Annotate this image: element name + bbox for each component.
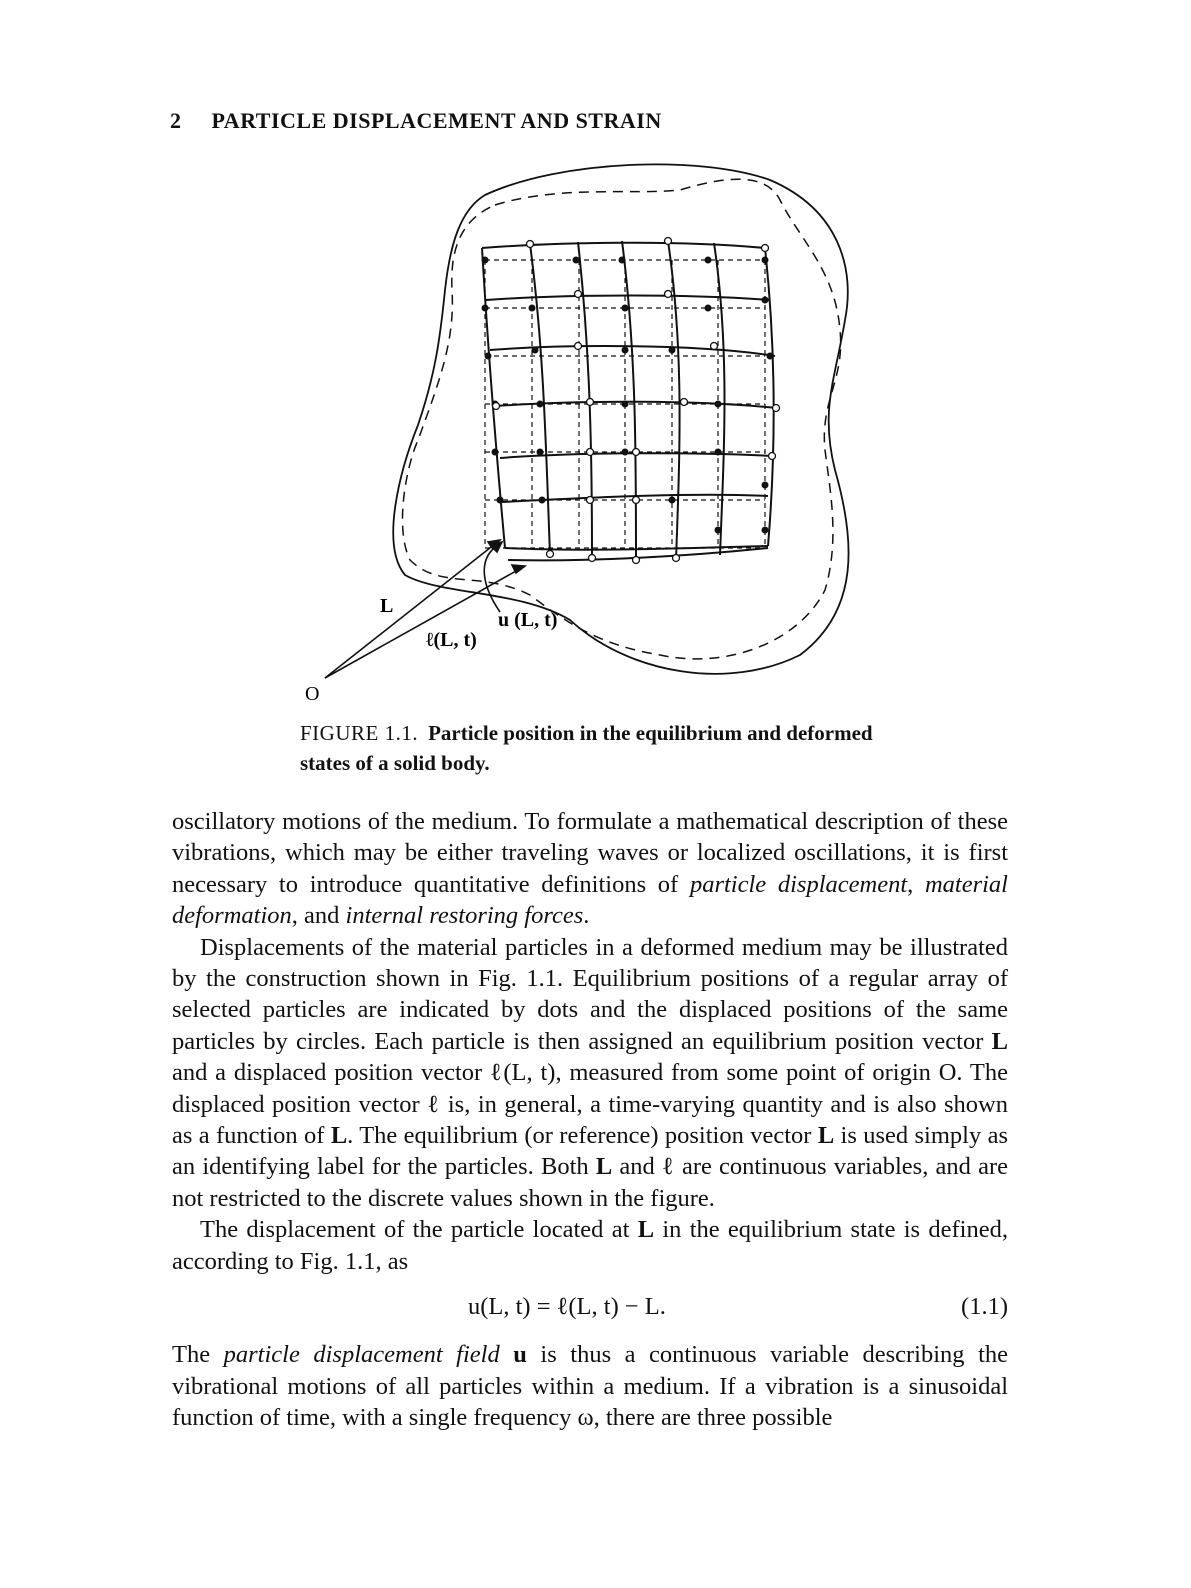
figure-caption xyxy=(300,718,900,778)
text-run: oscillatory motions of the medium. To formulate a mathematical description of these vibrations, which may be either traveling waves or localized oscillations, it is first necessary to introduce quantitative definitions of xyxy=(172,808,1008,898)
text-run: is used simply as an identifying label for the particles. Both xyxy=(172,1122,1008,1181)
text-run xyxy=(500,1341,514,1368)
deformed-grid xyxy=(482,241,776,560)
symbol-L: L xyxy=(817,1122,835,1150)
paragraph-1 xyxy=(172,806,1008,932)
figure-drawing xyxy=(300,150,880,710)
text-run: is thus a continuous variable describing the vibrational motions of all particles within a medium. If a vibration is a sinusoidal function of time, with a single frequency ω, there are three possible xyxy=(172,1341,1009,1431)
body-text xyxy=(172,806,1008,1433)
vector-L xyxy=(325,540,500,678)
text-run: , measured from some point of origin O. The displaced position vector xyxy=(172,1059,1008,1118)
text-run: is, in general, a time-varying quantity and is also shown as a function of xyxy=(172,1090,1008,1150)
label-origin: O xyxy=(305,683,320,705)
equation-number: (1.1) xyxy=(961,1293,1008,1321)
text-run: and xyxy=(612,1153,662,1181)
text-run: , xyxy=(907,870,925,898)
paragraph-2 xyxy=(172,932,1008,1215)
term-material-deformation: material deformation xyxy=(172,870,1008,930)
caption-text: Particle position in the equilibrium and deformed states of a solid body. xyxy=(300,721,873,775)
symbol-L: L xyxy=(637,1216,655,1244)
symbol-L: L xyxy=(595,1153,613,1181)
term-particle-displacement-field: particle displacement field xyxy=(223,1341,500,1369)
figure-1-1 xyxy=(300,150,880,710)
term-internal-restoring-forces: internal restoring forces xyxy=(345,902,584,930)
term-particle-displacement: particle displacement xyxy=(689,870,908,898)
text-run: The xyxy=(172,1341,224,1369)
page-number: 2 xyxy=(170,108,182,133)
symbol-L: L xyxy=(330,1122,348,1150)
label-L: L xyxy=(380,595,394,617)
symbol-l: ℓ xyxy=(427,1090,441,1118)
text-run: Displacements of the material particles in a deformed medium may be illustrated by the construction shown in Fig. 1.1. Equilibrium positions of a regular array of selected particles are indicated by dots and the displaced positions of the same particles by circles. Each particle is then assigned an equilibrium position vector xyxy=(172,933,1008,1055)
text-run: are continuous variables, and are not restricted to the discrete values shown in the figure. xyxy=(172,1153,1008,1212)
paragraph-4 xyxy=(172,1339,1008,1433)
symbol-l: ℓ xyxy=(661,1153,675,1181)
equation-text: u(L, t) = ℓ(L, t) − L. xyxy=(468,1293,666,1321)
equation-1-1 xyxy=(172,1277,1008,1339)
symbol-L: L xyxy=(991,1027,1008,1055)
text-run: in the equilibrium state is defined, according to Fig. 1.1, as xyxy=(172,1216,1008,1275)
deformed-body-outline xyxy=(393,164,848,673)
running-head xyxy=(170,108,662,134)
caption-label: FIGURE 1.1. xyxy=(300,721,419,745)
text-run: The displacement of the particle located at xyxy=(200,1216,638,1244)
chapter-title: PARTICLE DISPLACEMENT AND STRAIN xyxy=(211,108,662,133)
label-u-vector: u (L, t) xyxy=(498,609,558,631)
symbol-u: u xyxy=(513,1341,527,1369)
text-run: and a displaced position vector xyxy=(172,1059,490,1087)
position-vectors xyxy=(325,540,525,678)
equilibrium-body-outline xyxy=(402,179,840,659)
vector-u xyxy=(484,544,500,612)
text-run: . The equilibrium (or reference) position vector xyxy=(347,1122,818,1150)
symbol-l: ℓ(L, t) xyxy=(489,1059,556,1087)
paragraph-3 xyxy=(172,1214,1008,1277)
text-run: . xyxy=(583,902,590,930)
text-run: , and xyxy=(291,902,346,930)
label-l-vector: ℓ(L, t) xyxy=(426,629,477,651)
